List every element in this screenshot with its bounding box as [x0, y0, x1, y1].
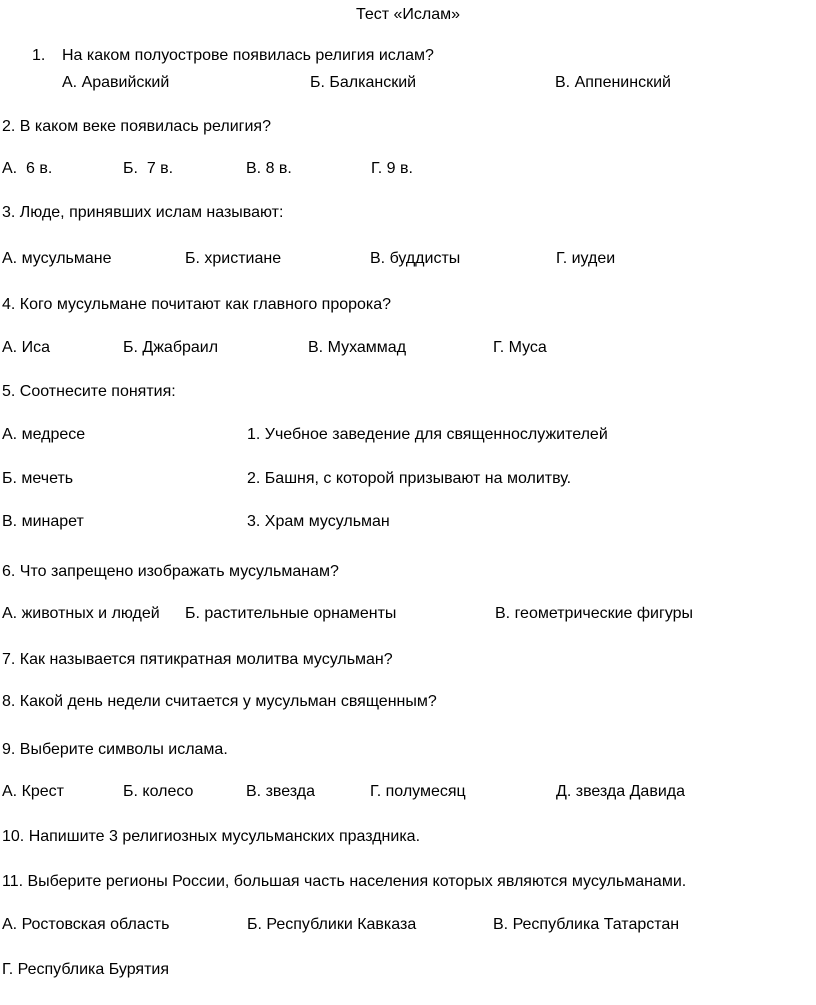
question-4 [0, 295, 816, 315]
q2-option-a: А. 6 в. [2, 160, 53, 177]
question-4-text: 4. Кого мусульмане почитают как главного пророка? [2, 296, 392, 313]
question-11 [0, 872, 816, 892]
q5-definition-1: 1. Учебное заведение для священнослужителей [247, 426, 608, 443]
question-11-options-row-2 [0, 960, 816, 980]
q5-definition-2: 2. Башня, с которой призывают на молитву. [247, 470, 572, 487]
question-2-text: 2. В каком веке появилась религия? [2, 118, 271, 135]
q5-match-row-1 [0, 425, 816, 445]
q2-option-g: Г. 9 в. [371, 160, 413, 177]
q5-term-b: Б. мечеть [2, 470, 74, 487]
q5-term-a: А. медресе [2, 426, 86, 443]
question-1-options [0, 73, 816, 93]
q4-option-b: Б. Джабраил [123, 339, 219, 356]
q3-option-b: Б. христиане [185, 250, 282, 267]
q6-option-a: А. животных и людей [2, 605, 160, 622]
q11-option-g: Г. Республика Бурятия [2, 961, 170, 978]
question-3 [0, 203, 816, 223]
q3-option-a: А. мусульмане [2, 250, 112, 267]
question-2 [0, 117, 816, 137]
question-4-options [0, 338, 816, 358]
q4-option-g: Г. Муса [493, 339, 547, 356]
q5-term-v: В. минарет [2, 513, 84, 530]
q2-option-v: В. 8 в. [246, 160, 292, 177]
q3-option-g: Г. иудеи [556, 250, 616, 267]
question-5 [0, 382, 816, 402]
question-8-text: 8. Какой день недели считается у мусульман священным? [2, 693, 437, 710]
q5-match-row-2 [0, 469, 816, 489]
question-9-text: 9. Выберите символы ислама. [2, 741, 228, 758]
q11-option-b: Б. Республики Кавказа [247, 916, 417, 933]
question-9 [0, 740, 816, 760]
document-title: Тест «Ислам» [355, 6, 461, 23]
question-1 [0, 46, 816, 66]
question-10 [0, 827, 816, 847]
question-6-text: 6. Что запрещено изображать мусульманам? [2, 563, 339, 580]
q1-option-v: В. Аппенинский [555, 74, 671, 91]
q6-option-b: Б. растительные орнаменты [185, 605, 397, 622]
q5-definition-3: 3. Храм мусульман [247, 513, 390, 530]
question-7 [0, 650, 816, 670]
q4-option-v: В. Мухаммад [308, 339, 407, 356]
q11-option-a: А. Ростовская область [2, 916, 170, 933]
q9-option-b: Б. колесо [123, 783, 194, 800]
q1-option-b: Б. Балканский [310, 74, 417, 91]
question-11-options-row-1 [0, 915, 816, 935]
q5-match-row-3 [0, 512, 816, 532]
question-10-text: 10. Напишите 3 религиозных мусульманских праздника. [2, 828, 421, 845]
question-1-number: 1. [32, 47, 46, 64]
question-9-options [0, 782, 816, 802]
question-11-text: 11. Выберите регионы России, большая часть населения которых являются мусульманами. [2, 873, 687, 890]
q6-option-v: В. геометрические фигуры [495, 605, 694, 622]
question-1-text: На каком полуострове появилась религия ислам? [62, 47, 434, 64]
q1-option-a: А. Аравийский [62, 74, 170, 91]
question-5-text: 5. Соотнесите понятия: [2, 383, 176, 400]
q9-option-g: Г. полумесяц [370, 783, 466, 800]
question-6-options [0, 604, 816, 624]
question-8 [0, 692, 816, 712]
q9-option-v: В. звезда [246, 783, 315, 800]
q2-option-b: Б. 7 в. [123, 160, 174, 177]
q9-option-a: А. Крест [2, 783, 65, 800]
q3-option-v: В. буддисты [370, 250, 461, 267]
question-3-text: 3. Люде, принявших ислам называют: [2, 204, 284, 221]
question-2-options [0, 159, 816, 179]
question-7-text: 7. Как называется пятикратная молитва мусульман? [2, 651, 393, 668]
q9-option-d: Д. звезда Давида [556, 783, 685, 800]
question-6 [0, 562, 816, 582]
question-3-options [0, 249, 816, 269]
q4-option-a: А. Иса [2, 339, 50, 356]
q11-option-v: В. Республика Татарстан [493, 916, 680, 933]
